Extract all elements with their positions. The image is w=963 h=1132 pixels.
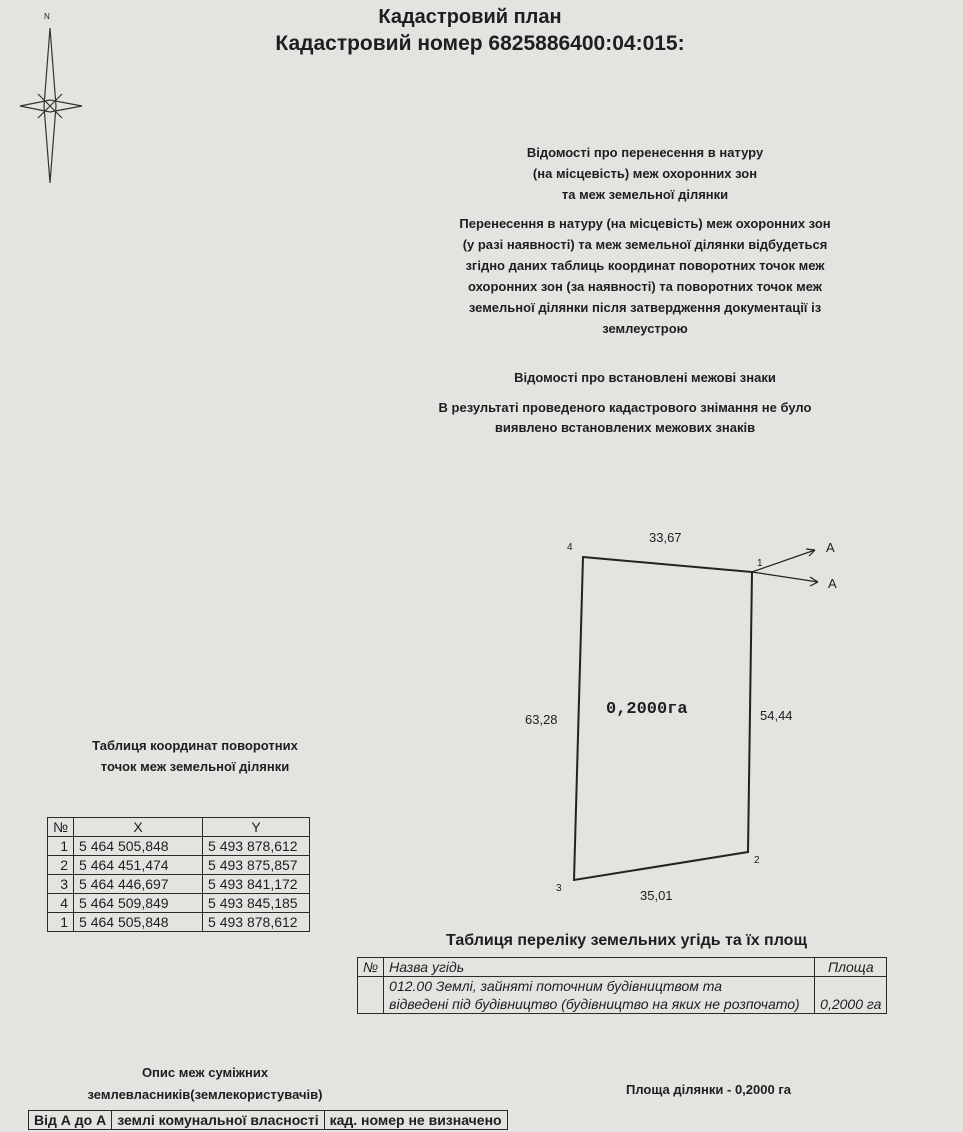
- land-table-title: Таблиця переліку земельних угідь та їх площ: [446, 932, 807, 949]
- transfer-text: Перенесення в натуру (на місцевість) меж охоронних зон (у разі наявності) та меж земельної ділянки відбудеться згідно даних таблиць координат поворотних точок меж охоронних зон (за наявності) та поворотних точок меж земельної ділянки після затвердження документації із землеустрою: [459, 216, 831, 336]
- point-3: 3: [556, 883, 562, 894]
- side-right: 54,44: [760, 708, 793, 723]
- point-2: 2: [754, 855, 760, 866]
- arrow-label-a1: A: [826, 540, 835, 555]
- compass-rose-icon: N: [18, 8, 88, 198]
- neighbors-title: Опис меж суміжних землевласників(землекористувачів): [87, 1065, 323, 1102]
- plot-area: 0,2000га: [606, 700, 688, 719]
- land-table: № Назва угідь Площа 012.00 Землі, зайняті поточним будівництвом та 0,2000 га відведені під будівництво (будівництво на яких не розпочато): [357, 957, 887, 1014]
- coords-table-title: Таблиця координат поворотних точок меж земельної ділянки: [92, 738, 298, 774]
- markers-title: Відомості про встановлені межові знаки: [514, 370, 776, 385]
- point-1: 1: [757, 558, 763, 569]
- markers-text: В результаті проведеного кадастрового знімання не було виявлено встановлених межових знаків: [438, 400, 812, 435]
- cadastral-number: Кадастровий номер 6825886400:04:015:: [275, 32, 685, 55]
- table-row: 2 5 464 451,474 5 493 875,857: [48, 856, 310, 875]
- point-4: 4: [567, 542, 573, 553]
- table-row: 1 5 464 505,848 5 493 878,612: [48, 913, 310, 932]
- neighbors-table: [28, 1110, 508, 1130]
- table-row: Від А до А землі комунальної власності кад. номер не визначено: [29, 1111, 508, 1130]
- arrow-a2: [752, 572, 818, 582]
- table-row: 3 5 464 446,697 5 493 841,172: [48, 875, 310, 894]
- side-left: 63,28: [525, 712, 558, 727]
- table-row: 4 5 464 509,849 5 493 845,185: [48, 894, 310, 913]
- coords-table: № X Y 1 5 464 505,848 5 493 878,612 2 5 464 451,474 5 493 875,857 3 5 464 446,697 5 493 841,172 4 5 464 509,849 5 493 845,185 1 5 464 505,848 5 493 878,612: [47, 817, 310, 932]
- transfer-section-title: Відомості про перенесення в натуру (на місцевість) меж охоронних зон та меж земельної ділянки: [526, 145, 764, 202]
- table-row: 1 5 464 505,848 5 493 878,612: [48, 837, 310, 856]
- page-title: Кадастровий план: [378, 6, 562, 28]
- table-row: 012.00 Землі, зайняті поточним будівництвом та 0,2000 га: [358, 977, 887, 996]
- side-top: 33,67: [649, 530, 682, 545]
- area-total: Площа ділянки - 0,2000 га: [626, 1082, 791, 1097]
- side-bottom: 35,01: [640, 888, 673, 903]
- arrow-label-a2: A: [828, 576, 837, 591]
